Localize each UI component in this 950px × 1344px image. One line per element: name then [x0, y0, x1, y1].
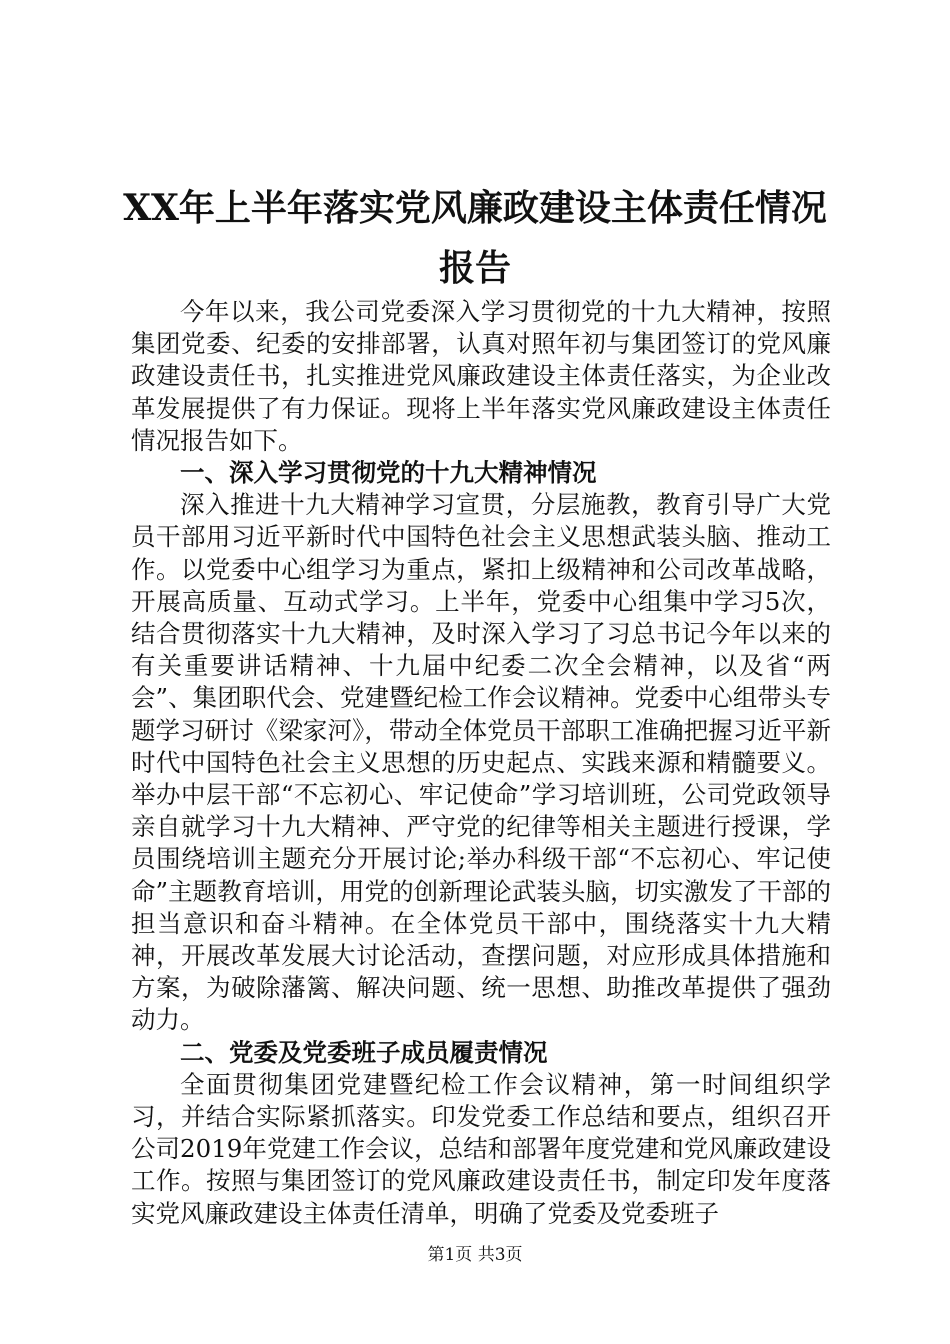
section-1-paragraph: 深入推进十九大精神学习宣贯，分层施教，教育引导广大党员干部用习近平新时代中国特色社会主义思想武装头脑、推动工作。以党委中心组学习为重点，紧扣上级精神和公司改革战略，开展高质量、互动式学习。上半年，党委中心组集中学习5次，结合贯彻落实十九大精神，及时深入学习了习总书记今年以来的有关重要讲话精神、十九届中纪委二次全会精神，以及省“两会”、集团职代会、党建暨纪检工作会议精神。党委中心组带头专题学习研讨《梁家河》，带动全体党员干部职工准确把握习近平新时代中国特色社会主义思想的历史起点、实践来源和精髓要义。举办中层干部“不忘初心、牢记使命”学习培训班，公司党政领导亲自就学习十九大精神、严守党的纪律等相关主题进行授课，学员围绕培训主题充分开展讨论;举办科级干部“不忘初心、牢记使命”主题教育培训，用党的创新理论武装头脑，切实激发了干部的担当意识和奋斗精神。在全体党员干部中，围绕落实十九大精神，开展改革发展大讨论活动，查摆问题，对应形成具体措施和方案，为破除藩篱、解决问题、统一思想、助推改革提供了强劲动力。: [131, 490, 831, 1035]
section-heading-1: 一、深入学习贯彻党的十九大精神情况: [180, 458, 597, 488]
document-title-line-2: 报告: [438, 247, 511, 289]
document-title-line-1: XX年上半年落实党风廉政建设主体责任情况: [123, 187, 827, 229]
section-2-paragraph: 全面贯彻集团党建暨纪检工作会议精神，第一时间组织学习，并结合实际紧抓落实。印发党委工作总结和要点，组织召开公司2019年党建工作会议，总结和部署年度党建和党风廉政建设工作。按照与集团签订的党风廉政建设责任书，制定印发年度落实党风廉政建设主体责任清单，明确了党委及党委班子: [131, 1069, 831, 1228]
intro-paragraph: 今年以来，我公司党委深入学习贯彻党的十九大精神，按照集团党委、纪委的安排部署，认真对照年初与集团签订的党风廉政建设责任书，扎实推进党风廉政建设主体责任落实，为企业改革发展提供了有力保证。现将上半年落实党风廉政建设主体责任情况报告如下。: [131, 297, 831, 455]
page-footer: 第1页 共3页: [427, 1245, 523, 1265]
document-body: [131, 296, 831, 1230]
section-heading-2: 二、党委及党委班子成员履责情况: [180, 1037, 548, 1067]
